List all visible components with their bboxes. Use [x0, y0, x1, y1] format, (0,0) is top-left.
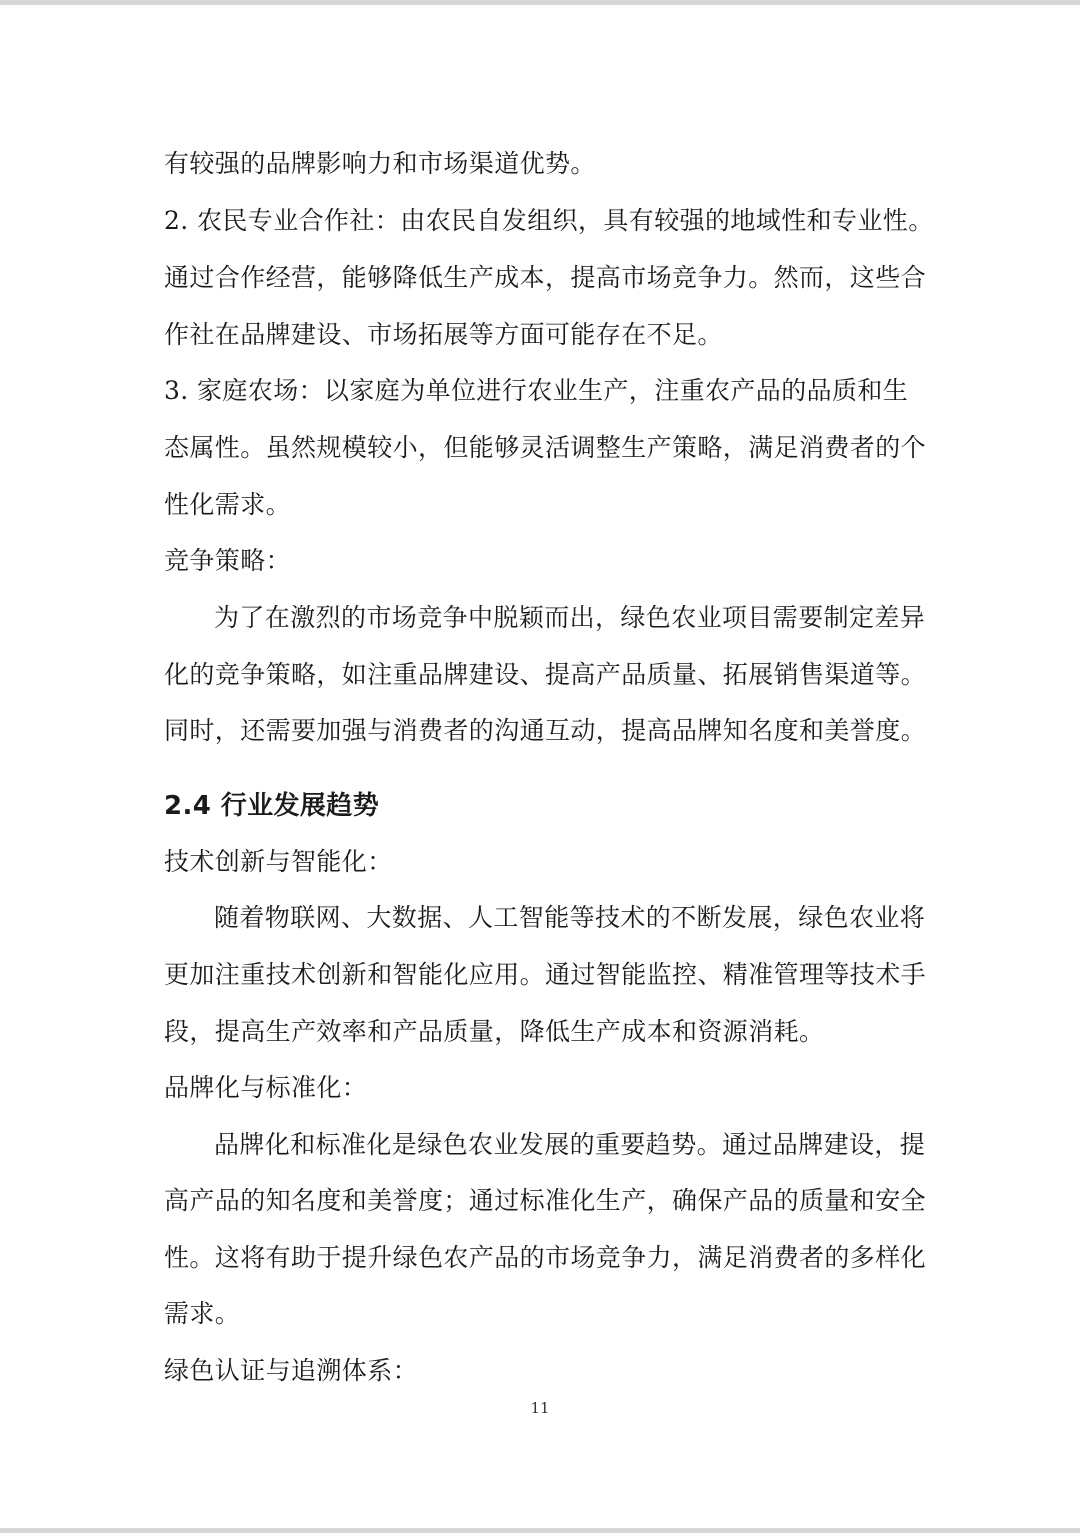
paragraph-line: 态属性。虽然规模较小，但能够灵活调整生产策略，满足消费者的个 — [164, 433, 927, 462]
page-number: 11 — [530, 1399, 550, 1417]
paragraph-line: 随着物联网、大数据、人工智能等技术的不断发展，绿色农业将 — [214, 903, 926, 932]
paragraph-line: 同时，还需要加强与消费者的沟通互动，提高品牌知名度和美誉度。 — [164, 716, 927, 745]
list-item-3-line: 3. 家庭农场：以家庭为单位进行农业生产，注重农产品的品质和生 — [164, 376, 909, 405]
paragraph-line: 作社在品牌建设、市场拓展等方面可能存在不足。 — [164, 320, 723, 349]
list-item-2-line: 2. 农民专业合作社：由农民自发组织，具有较强的地域性和专业性。 — [164, 206, 934, 235]
subheading-certification: 绿色认证与追溯体系： — [164, 1356, 419, 1385]
paragraph-line: 为了在激烈的市场竞争中脱颖而出，绿色农业项目需要制定差异 — [214, 603, 926, 632]
paragraph-line: 段，提高生产效率和产品质量，降低生产成本和资源消耗。 — [164, 1017, 825, 1046]
paragraph-line: 化的竞争策略，如注重品牌建设、提高产品质量、拓展销售渠道等。 — [164, 660, 927, 689]
top-border — [0, 0, 1080, 5]
bottom-border — [0, 1528, 1080, 1533]
subheading-tech-innovation: 技术创新与智能化： — [164, 847, 393, 876]
paragraph-line: 更加注重技术创新和智能化应用。通过智能监控、精准管理等技术手 — [164, 960, 927, 989]
subheading-competition-strategy: 竞争策略： — [164, 546, 292, 575]
paragraph-line: 通过合作经营，能够降低生产成本，提高市场竞争力。然而，这些合 — [164, 263, 927, 292]
paragraph-line: 有较强的品牌影响力和市场渠道优势。 — [164, 149, 596, 178]
paragraph-line: 需求。 — [164, 1299, 241, 1328]
paragraph-line: 性化需求。 — [164, 490, 292, 519]
section-heading: 2.4 行业发展趋势 — [164, 791, 380, 821]
paragraph-line: 品牌化和标准化是绿色农业发展的重要趋势。通过品牌建设，提 — [214, 1130, 926, 1159]
paragraph-line: 高产品的知名度和美誉度；通过标准化生产，确保产品的质量和安全 — [164, 1186, 927, 1215]
paragraph-line: 性。这将有助于提升绿色农产品的市场竞争力，满足消费者的多样化 — [164, 1243, 927, 1272]
subheading-branding: 品牌化与标准化： — [164, 1073, 368, 1102]
